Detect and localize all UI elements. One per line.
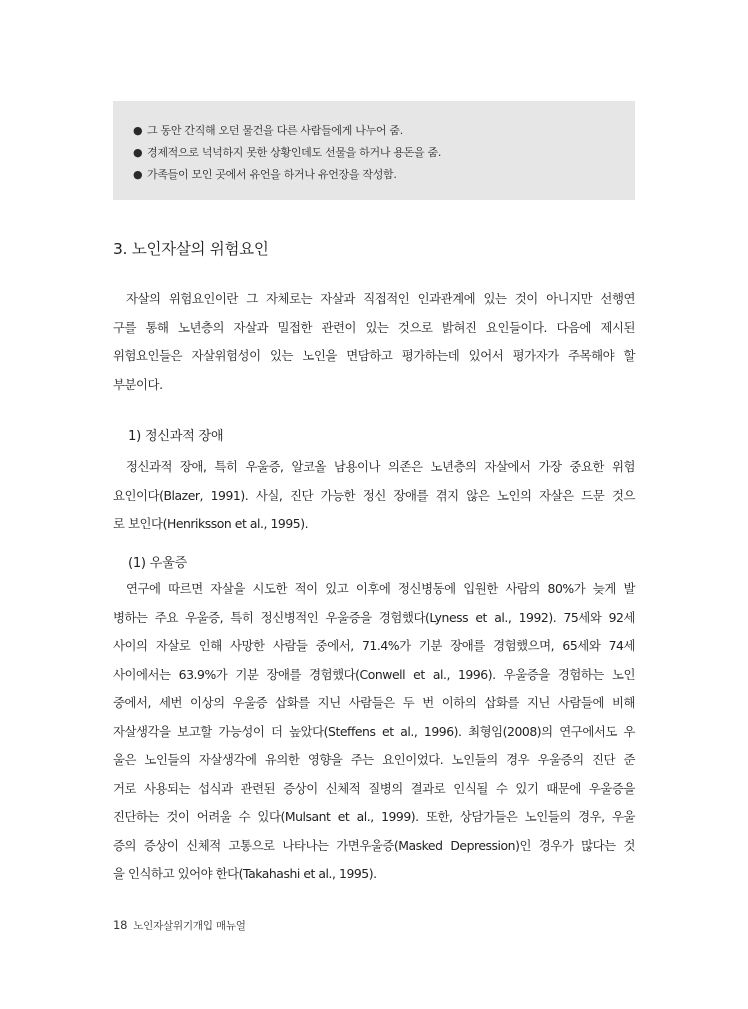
bullet-icon: ● bbox=[133, 124, 143, 137]
page-footer bbox=[113, 918, 246, 933]
bullet-item bbox=[133, 164, 635, 186]
text-line: 병하는 주요 우울증, 특히 정신병적인 우울증을 경험했다(Lyness et al., 1992). 75세와 92세 bbox=[113, 609, 635, 625]
text-line: 진단하는 것이 어려울 수 있다(Mulsant et al., 1999). 또한, 상담가들은 노인들의 경우, 우울 bbox=[113, 809, 635, 824]
text-line: 위험요인들은 자살위험성이 있는 노인을 면담하고 평가하는데 있어서 평가자가 주목해야 할 bbox=[113, 348, 635, 363]
text-line: 로 보인다(Henriksson et al., 1995). bbox=[113, 516, 309, 531]
footer-title: 노인자살위기개입 매뉴얼 bbox=[133, 920, 246, 932]
bullet-text: 경제적으로 넉넉하지 못한 상황인데도 선물을 하거나 용돈을 줌. bbox=[147, 146, 442, 159]
warning-signs-box bbox=[113, 101, 635, 200]
subsection-title: 1) 정신과적 장애 bbox=[128, 429, 224, 444]
text-line: 을 인식하고 있어야 한다(Takahashi et al., 1995). bbox=[113, 866, 377, 881]
text-line: 울은 노인들의 자살생각에 유의한 영향을 주는 요인이었다. 노인들의 경우 우울증의 진단 준 bbox=[113, 752, 635, 767]
text-line: 사이에서는 63.9%가 기분 장애를 경험했다(Conwell et al., 1996). 우울증을 경험하는 노인 bbox=[113, 666, 635, 682]
text-line: 연구에 따르면 자살을 시도한 적이 있고 이후에 정신병동에 입원한 사람의 80%가 늦게 발 bbox=[126, 581, 635, 596]
text-line: 구를 통해 노년층의 자살과 밀접한 관련이 있는 것으로 밝혀진 요인들이다. 다음에 제시된 bbox=[113, 319, 635, 335]
bullet-icon: ● bbox=[133, 168, 143, 181]
subsection-title: (1) 우울증 bbox=[128, 556, 187, 571]
intro-paragraph bbox=[113, 285, 635, 399]
bullet-text: 그 동안 간직해 오던 물건을 다른 사람들에게 나누어 줌. bbox=[147, 124, 403, 137]
page-number: 18 bbox=[113, 918, 128, 932]
text-line: 사이의 자살로 인해 사망한 사람들 중에서, 71.4%가 기분 장애를 경험했으며, 65세와 74세 bbox=[113, 638, 635, 653]
text-line: 중에서, 세번 이상의 우울증 삽화를 지닌 사람들은 두 번 이하의 삽화를 지닌 사람들에 비해 bbox=[113, 695, 635, 710]
text-line: 정신과적 장애, 특히 우울증, 알코올 남용이나 의존은 노년층의 자살에서 가장 중요한 위험 bbox=[126, 459, 635, 474]
bullet-item bbox=[133, 120, 635, 142]
bullet-icon: ● bbox=[133, 146, 143, 159]
text-line: 요인이다(Blazer, 1991). 사실, 진단 가능한 정신 장애를 겪지 않은 노인의 자살은 드문 것으 bbox=[113, 487, 635, 503]
text-line: 자살의 위험요인이란 그 자체로는 자살과 직접적인 인과관계에 있는 것이 아니지만 선행연 bbox=[126, 291, 635, 306]
section-title: 3. 노인자살의 위험요인 bbox=[113, 240, 269, 258]
text-line: 자살생각을 보고할 가능성이 더 높았다(Steffens et al., 1996). 최형임(2008)의 연구에서도 우 bbox=[113, 723, 635, 739]
bullet-item bbox=[133, 142, 635, 164]
text-line: 부분이다. bbox=[113, 376, 163, 392]
text-line: 거로 사용되는 섭식과 관련된 증상이 신체적 질병의 결과로 인식될 수 있기 때문에 우울증을 bbox=[113, 780, 635, 796]
bullet-text: 가족들이 모인 곳에서 유언을 하거나 유언장을 작성함. bbox=[147, 168, 397, 181]
text-line: 증의 증상이 신체적 고통으로 나타나는 가면우울증(Masked Depression)인 경우가 많다는 것 bbox=[113, 837, 635, 853]
depression-paragraph bbox=[113, 575, 635, 889]
mental-disorder-paragraph bbox=[113, 453, 635, 539]
